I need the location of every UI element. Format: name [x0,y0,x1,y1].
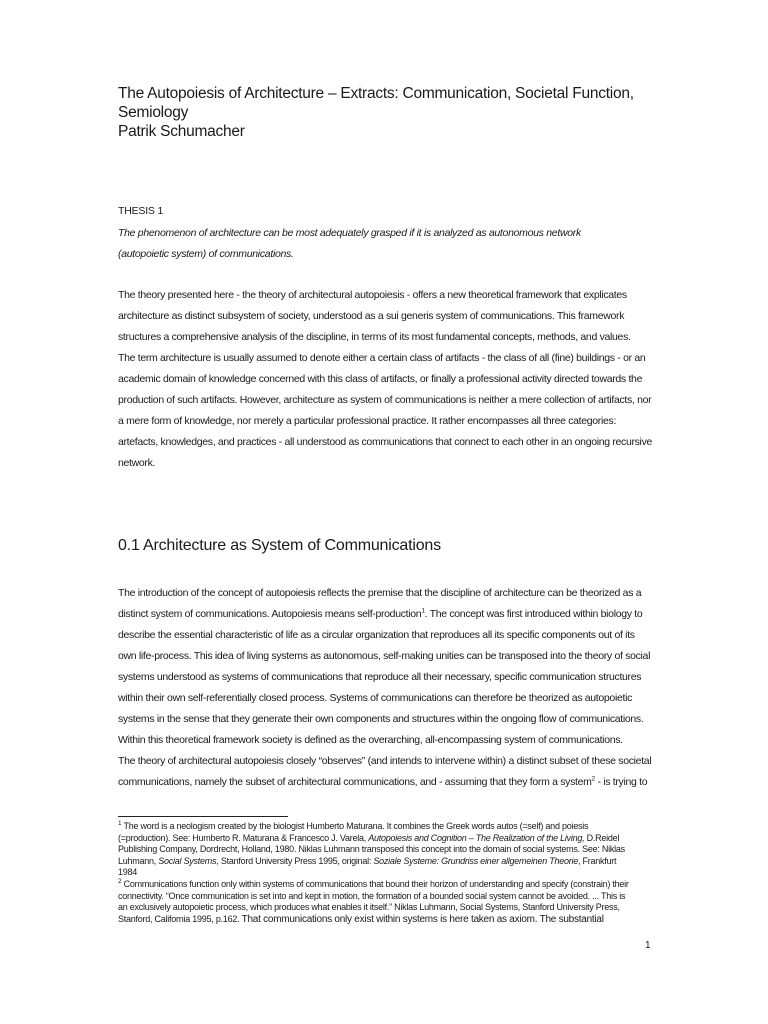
text-run: The word is a neologism created by the biologist Humberto Maturana. It combines the Greek words autos (=self) and poiesis [121,821,589,831]
paragraph-line: The theory of architectural autopoiesis closely “observes” (and intends to intervene within) a distinct subset of these societal [118,755,652,767]
text-run: . The concept was first introduced within biology to [424,608,643,620]
text-run: Luhmann, [118,855,159,866]
paragraph-line: describe the essential characteristic of life as a circular organization that reproduces all its specific components out of its [118,629,635,641]
document-title-line-1: The Autopoiesis of Architecture – Extracts: Communication, Societal Function, [118,85,634,102]
book-title: Soziale Systeme: Grundriss einer allgemeinen Theorie [373,855,578,866]
paragraph-line: Within this theoretical framework society is defined as the overarching, all-encompassing system of communications. [118,734,623,746]
paragraph-line: systems in the sense that they generate their own components and structures within the ongoing flow of communications. [118,713,644,725]
text-run: distinct system of communications. Autopoiesis means self-production [118,608,422,620]
footnote-1-line [118,833,619,845]
footnote-divider [118,816,288,817]
text-run: (=production). See: Humberto R. Maturana & Francesco J. Varela, [118,832,369,843]
thesis-statement [118,223,658,265]
document-title-line-2: Semiology [118,104,189,121]
paragraph-line: systems understood as systems of communications that reproduce all their necessary, specific communication structures [118,671,642,683]
footnote-ref-1[interactable]: 1 [421,607,425,615]
footnote-1-line: 1984 [118,867,138,878]
text-run: That communications only exist within systems is here taken as axiom. The substantial [241,913,604,925]
footnote-ref-2[interactable]: 2 [591,775,595,783]
footnote-2-line [118,914,604,926]
text-run: Communications function only within systems of communications that bound their horizon of understanding and specify (constrain) their [121,878,629,889]
footnote-1-line: Publishing Company, Dordrecht, Holland, 1980. Niklas Luhmann transposed this concept into the domain of social systems. See: Niklas [118,844,625,855]
paragraph-line: architecture as distinct subsystem of society, understood as a sui generis system of communications. This framework [118,310,625,322]
footnote-marker-1: 1 [118,820,122,827]
footnote-2-line: an exclusively autopoietic process, which produces what enables it itself.” Niklas Luhmann, Social Systems, Stanford University Press, [118,902,620,913]
paragraph-line: The introduction of the concept of autopoiesis reflects the premise that the discipline of architecture can be theorized as a [118,587,642,599]
book-title: Social Systems [158,855,217,866]
thesis-line-2: (autopoietic system) of communications. [118,248,294,260]
paragraph-line: academic domain of knowledge concerned with this class of artifacts, or finally a professional activity directed towards the [118,373,643,385]
book-title: Autopoiesis and Cognition – The Realization of the Living, [368,832,585,843]
paragraph-line: within their own self-referentially closed process. Systems of communications can therefore be theorized as autopoietic [118,692,633,704]
footnotes [118,821,658,925]
text-run: , Frankfurt [578,855,617,866]
author-name: Patrik Schumacher [118,123,245,140]
page-number: 1 [645,940,651,951]
text-run: D.Reidel [584,832,620,843]
text-run: - is trying to [594,776,648,788]
paragraph-line: a mere form of knowledge, nor merely a particular professional practice. It rather encompasses all three categories: [118,415,617,427]
paragraph-line: own life-process. This idea of living systems as autonomous, self-making unities can be transposed into the theory of social [118,650,651,662]
text-run: Stanford, California 1995, p.162. [118,913,242,924]
footnote-1-line [118,856,616,868]
paragraph-line: network. [118,457,156,469]
paragraph-line [118,604,642,625]
section-paragraph [118,583,654,793]
paragraph-line: The term architecture is usually assumed to denote either a certain class of artifacts - the class of all (fine) buildings - or an [118,352,646,364]
thesis-label: THESIS 1 [118,205,164,217]
paragraph-line: production of such artifacts. However, architecture as system of communications is neither a mere collection of artifacts, nor [118,394,652,406]
thesis-line-1: The phenomenon of architecture can be most adequately grasped if it is analyzed as autonomous network [118,227,581,239]
section-heading: 0.1 Architecture as System of Communications [118,537,441,554]
text-run: communications, namely the subset of architectural communications, and - assuming that they form a system [118,776,592,788]
text-run: , Stanford University Press 1995, original: [216,855,374,866]
paragraph-line: structures a comprehensive analysis of the discipline, in terms of its most fundamental concepts, methods, and values. [118,331,631,343]
footnote-1-line [118,821,588,833]
paragraph-line: The theory presented here - the theory of architectural autopoiesis - offers a new theoretical framework that explicates [118,289,627,301]
paragraph-line [118,772,647,793]
intro-paragraph [118,285,654,474]
footnote-2-line: connectivity. “Once communication is set into and kept in motion, the formation of a bounded social system cannot be avoided. ... This is [118,890,626,901]
footnote-2-line [118,879,629,891]
paragraph-line: artefacts, knowledges, and practices - all understood as communications that connect to each other in an ongoing recursive [118,436,653,448]
title-block [118,84,678,141]
footnote-marker-2: 2 [118,877,122,885]
